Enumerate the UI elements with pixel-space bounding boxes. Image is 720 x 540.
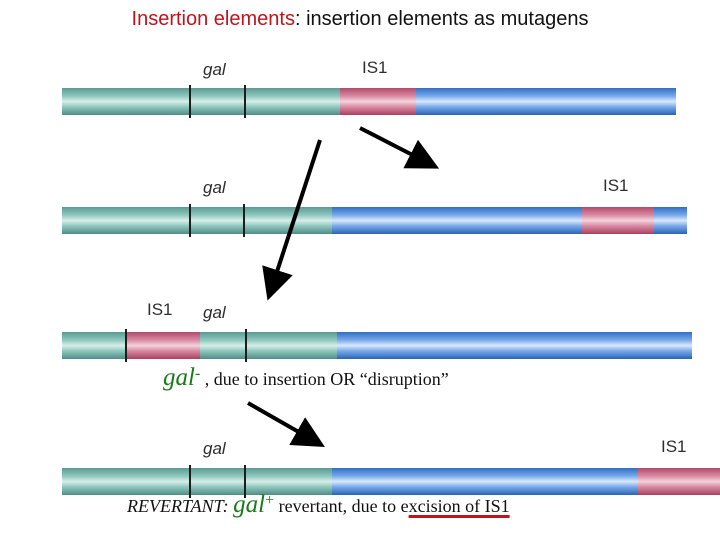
gal-label-row4: gal	[203, 439, 226, 458]
is1-label-row4: IS1	[661, 437, 687, 456]
revertant-superscript: +	[265, 492, 275, 509]
title-rest: : insertion elements as mutagens	[294, 8, 589, 30]
arrow-row3-to-row4	[248, 403, 318, 443]
gal-label-row1: gal	[203, 60, 226, 79]
arrow-row1-to-row3	[270, 140, 320, 293]
gal-label-row2: gal	[203, 178, 226, 197]
gal-label-row3: gal	[203, 303, 226, 322]
mutant-gene: gal	[163, 364, 195, 391]
mutant-text: , due to insertion OR “disruption”	[200, 369, 449, 389]
title-highlight: Insertion elements	[131, 8, 295, 30]
is1-label-row3: IS1	[147, 300, 173, 319]
mutant-superscript: -	[194, 365, 201, 382]
revertant-underlined-text: xcision of IS1	[408, 496, 510, 516]
revertant-prefix: REVERTANT:	[127, 496, 229, 516]
arrow-row1-to-row2	[360, 128, 432, 165]
is1-label-row1: IS1	[362, 58, 388, 77]
is1-label-row2: IS1	[603, 176, 629, 195]
revertant-gene: gal	[233, 491, 266, 518]
revertant-text: revertant, due to e	[278, 496, 409, 516]
